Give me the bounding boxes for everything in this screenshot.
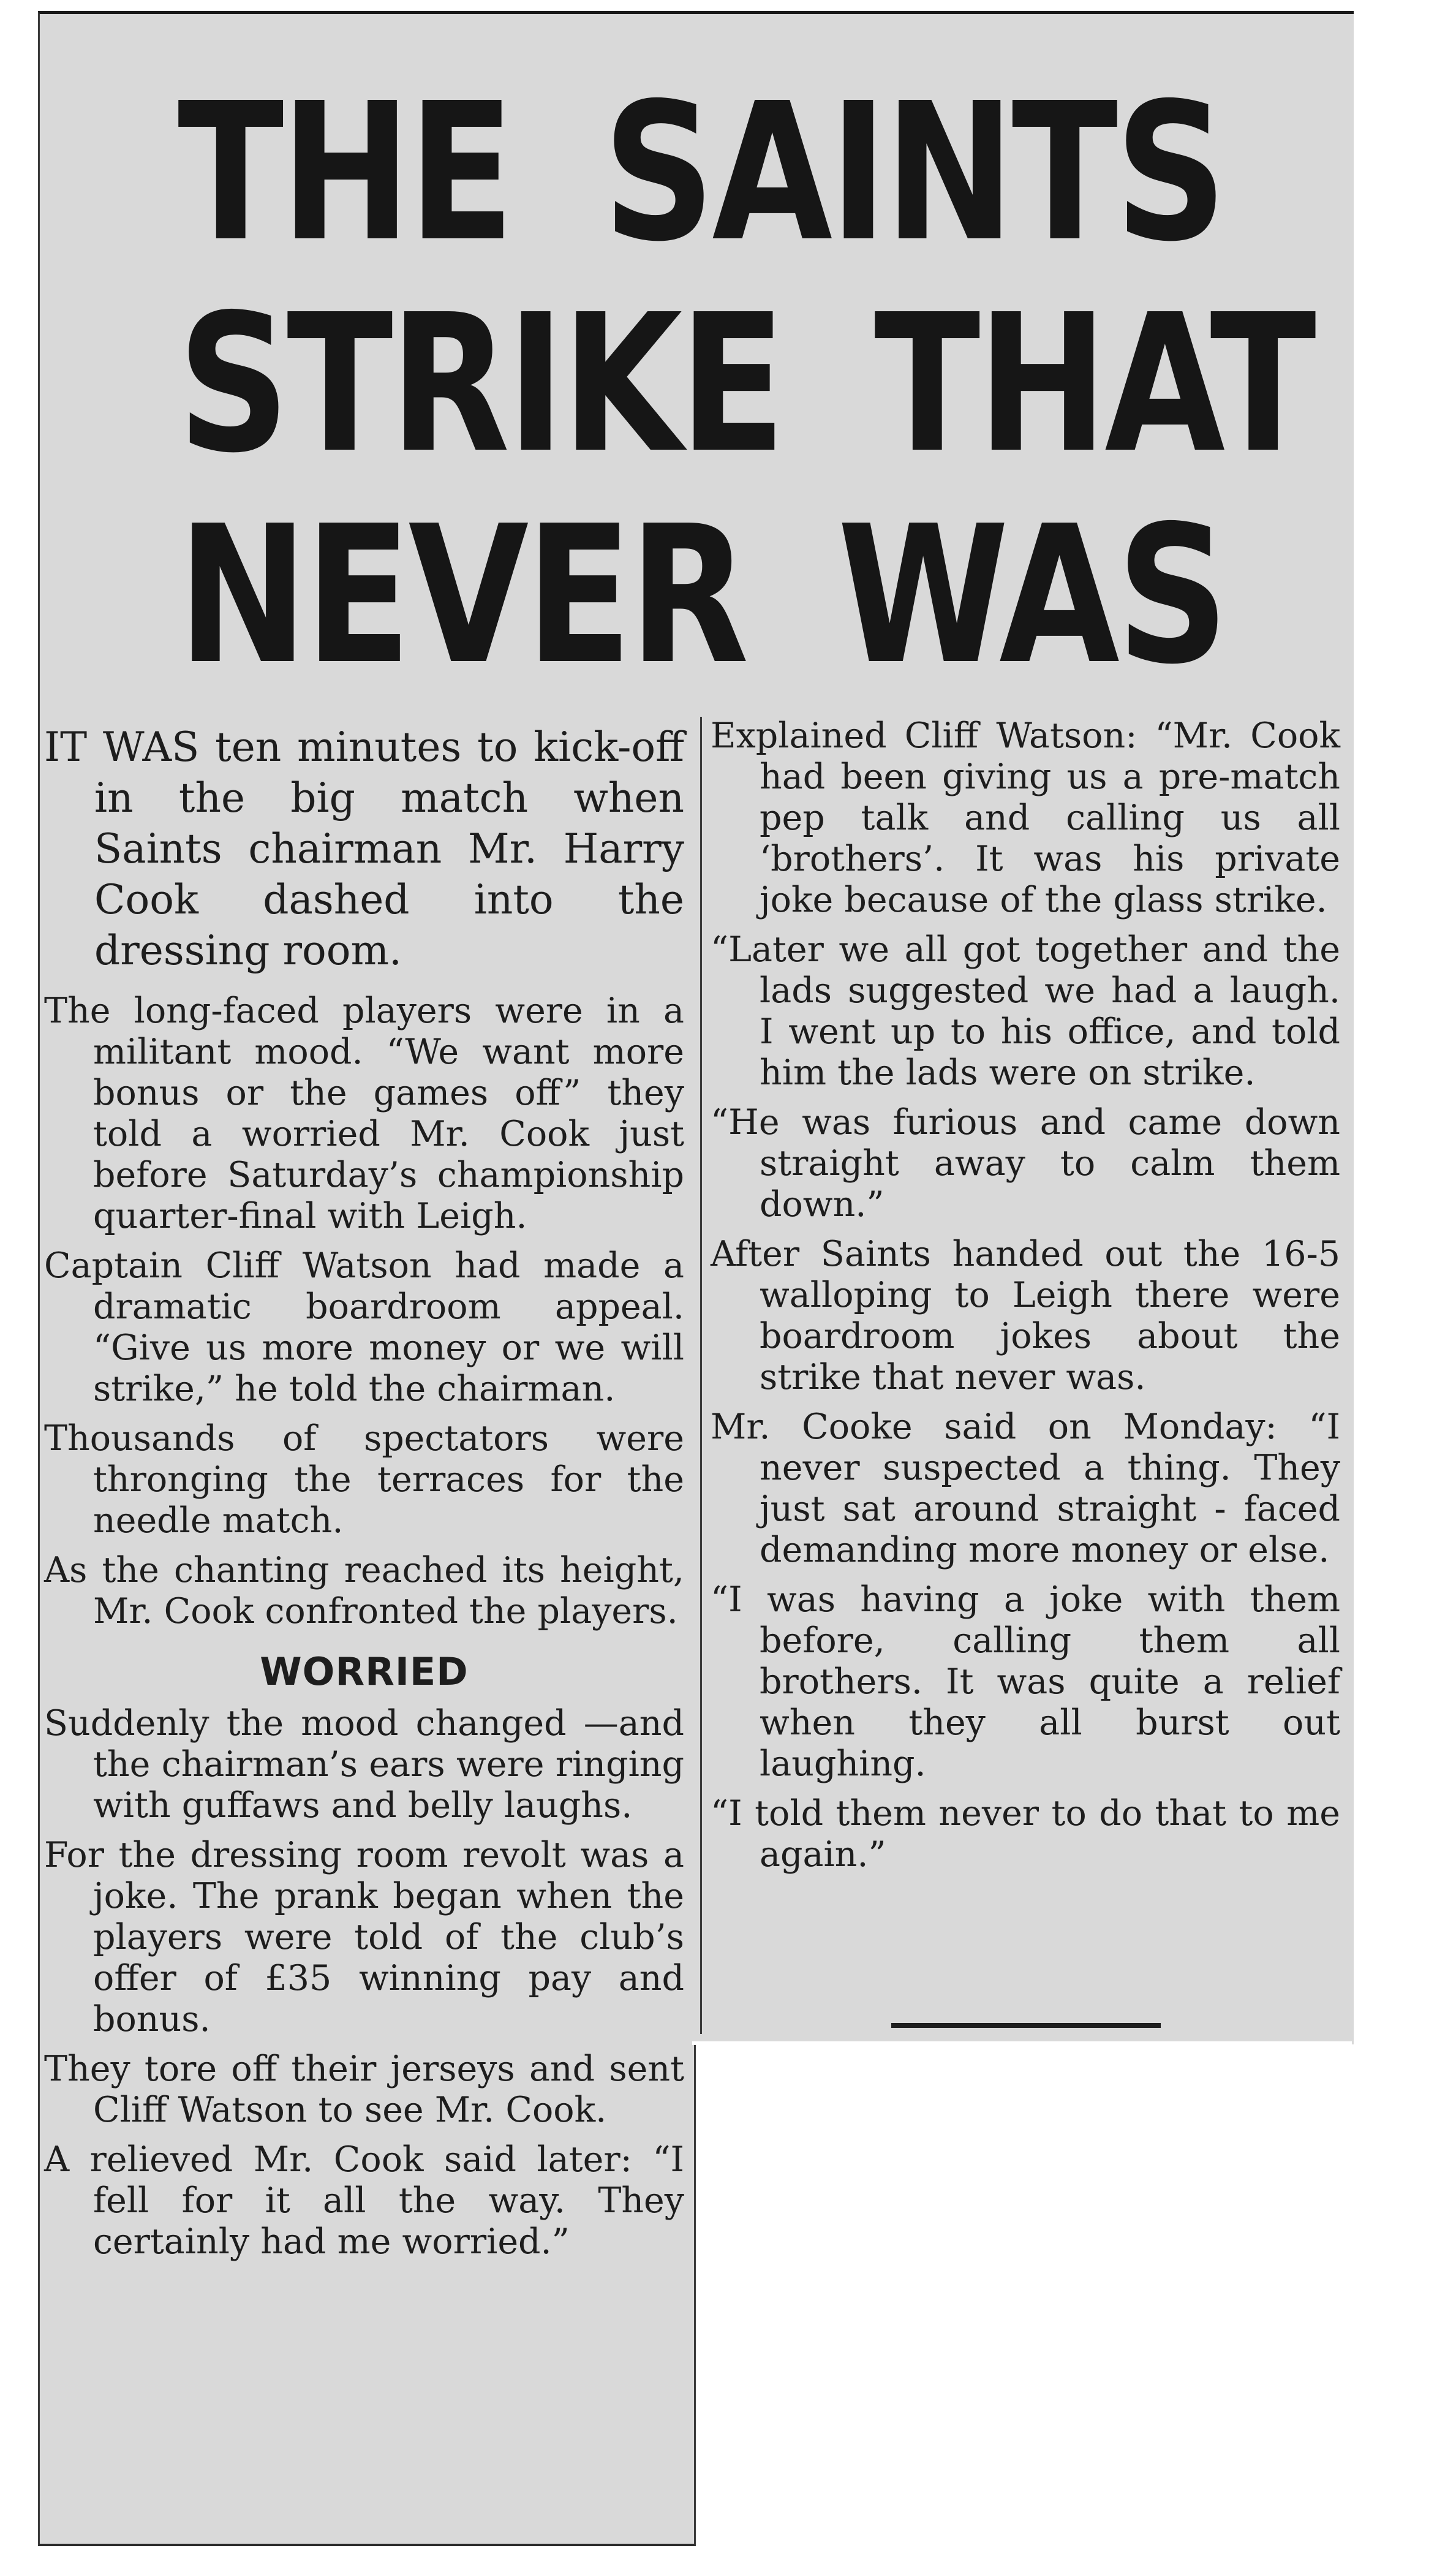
article-paragraph: Mr. Cooke said on Monday: “I never suspected a thing. They just sat around straight - faced demanding more money or else. bbox=[711, 1407, 1340, 1570]
article-right-column bbox=[711, 716, 1340, 1884]
article-paragraph: Captain Cliff Watson had made a dramatic boardroom appeal. “Give us more money or we will strike,” he told the chairman. bbox=[44, 1246, 684, 1409]
article-paragraph: After Saints handed out the 16-5 walloping to Leigh there were boardroom jokes about the strike that never was. bbox=[711, 1234, 1340, 1397]
article-paragraph: For the dressing room revolt was a joke. The prank began when the players were told of the club’s offer of £35 winning pay and bonus. bbox=[44, 1835, 684, 2040]
column-divider bbox=[700, 717, 702, 2034]
article-paragraph: Thousands of spectators were thronging the terraces for the needle match. bbox=[44, 1418, 684, 1541]
headline-line-1: THE SAINTS bbox=[178, 62, 1224, 284]
article-left-column bbox=[44, 722, 684, 2271]
article-lede: IT WAS ten minutes to kick-off in the big match when Saints chairman Mr. Harry Cook dashed into the dressing room. bbox=[44, 724, 684, 974]
article-paragraph: Explained Cliff Watson: “Mr. Cook had been giving us a pre-match pep talk and calling us all ‘brothers’. It was his private joke because of the glass strike. bbox=[711, 716, 1340, 920]
article-paragraph: Suddenly the mood changed —and the chairman’s ears were ringing with guffaws and belly laughs. bbox=[44, 1703, 684, 1826]
article-paragraph: They tore off their jerseys and sent Cliff Watson to see Mr. Cook. bbox=[44, 2049, 684, 2130]
article-paragraph: A relieved Mr. Cook said later: “I fell for it all the way. They certainly had me worried.” bbox=[44, 2139, 684, 2262]
article-subhead: WORRIED bbox=[260, 1649, 469, 1694]
headline bbox=[178, 62, 1313, 706]
clipping-bottom-edge bbox=[692, 2041, 1352, 2045]
article-paragraph: “He was furious and came down straight away to calm them down.” bbox=[711, 1102, 1340, 1225]
article-paragraph: “Later we all got together and the lads suggested we had a laugh. I went up to his office, and told him the lads were on strike. bbox=[711, 929, 1340, 1093]
headline-line-3: NEVER WAS bbox=[178, 485, 1226, 706]
headline-line-2: STRIKE THAT bbox=[178, 274, 1313, 495]
article-paragraph: “I was having a joke with them before, calling them all brothers. It was quite a relief when they all burst out laughing. bbox=[711, 1579, 1340, 1784]
article-paragraph: As the chanting reached its height, Mr. Cook confronted the players. bbox=[44, 1550, 684, 1631]
article-paragraph: “I told them never to do that to me again.” bbox=[711, 1793, 1340, 1875]
article-paragraph: The long-faced players were in a militant mood. “We want more bonus or the games off” they told a worried Mr. Cook just before Saturday’s championship quarter-final with Leigh. bbox=[44, 991, 684, 1236]
article-end-rule bbox=[891, 2023, 1161, 2028]
